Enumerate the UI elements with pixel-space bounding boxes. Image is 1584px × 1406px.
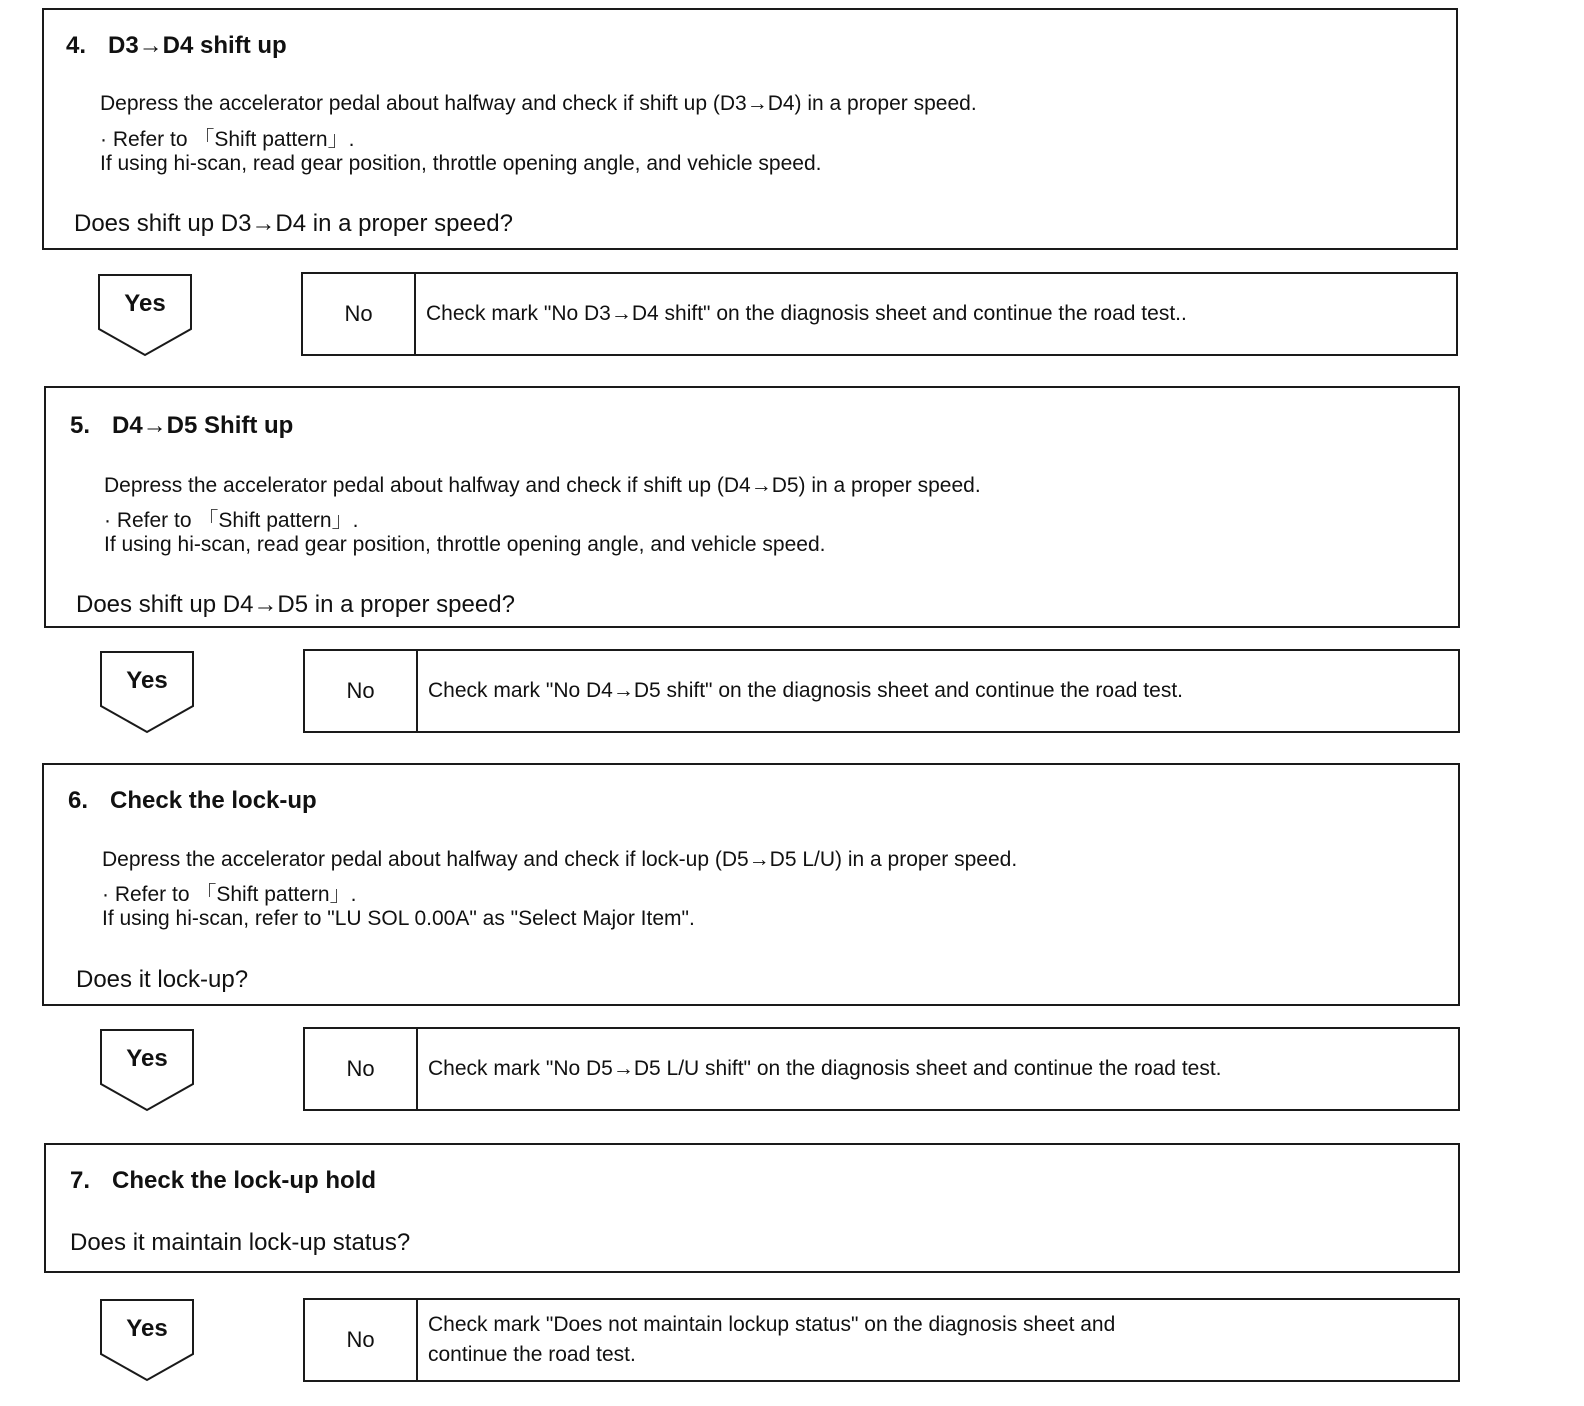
step-6-line-3: If using hi-scan, refer to "LU SOL 0.00A" as "Select Major Item". (102, 907, 695, 930)
step-6-number: 6. (68, 787, 89, 814)
step-4-line-3: If using hi-scan, read gear position, throttle opening angle, and vehicle speed. (100, 152, 822, 175)
step-7-no-message-line-1: Check mark "Does not maintain lockup status" on the diagnosis sheet and (428, 1313, 1116, 1336)
step-4-line-2: · Refer to 「Shift pattern」. (100, 128, 355, 151)
step-4-title (66, 32, 287, 60)
step-5-box (44, 386, 1460, 628)
step-7-yes-label: Yes (126, 1315, 168, 1342)
step-5-title-text: D4→D5 Shift up (112, 412, 294, 439)
step-4-no-box[interactable] (301, 272, 1458, 356)
step-5-question: Does shift up D4→D5 in a proper speed? (76, 591, 515, 618)
step-5-title (70, 412, 293, 440)
step-7-box (44, 1143, 1460, 1273)
step-7-no-message (418, 1300, 1125, 1380)
step-4-question: Does shift up D3→D4 in a proper speed? (74, 210, 513, 237)
step-6-question: Does it lock-up? (76, 966, 249, 993)
step-7-no-box[interactable] (303, 1298, 1460, 1382)
step-7-no-label: No (305, 1300, 418, 1380)
step-4-box (42, 8, 1458, 250)
step-4-number: 4. (66, 32, 87, 59)
step-5-line-3: If using hi-scan, read gear position, throttle opening angle, and vehicle speed. (104, 533, 826, 556)
step-4-title-text: D3→D4 shift up (108, 32, 287, 59)
step-5-no-message: Check mark "No D4→D5 shift" on the diagnosis sheet and continue the road test. (428, 679, 1183, 702)
step-7-yes-arrow[interactable] (100, 1299, 196, 1383)
step-7-title (70, 1167, 376, 1195)
step-5-line-1: Depress the accelerator pedal about halfway and check if shift up (D4→D5) in a proper speed. (104, 474, 981, 497)
step-7-title-text: Check the lock-up hold (112, 1167, 377, 1194)
step-5-no-box[interactable] (303, 649, 1460, 733)
step-6-no-message: Check mark "No D5→D5 L/U shift" on the diagnosis sheet and continue the road test. (428, 1057, 1222, 1080)
step-4-line-1: Depress the accelerator pedal about halfway and check if shift up (D3→D4) in a proper speed. (100, 92, 977, 115)
step-4-no-message: Check mark "No D3→D4 shift" on the diagnosis sheet and continue the road test.. (426, 302, 1187, 325)
step-5-line-2: · Refer to 「Shift pattern」. (104, 509, 359, 532)
step-6-line-1: Depress the accelerator pedal about halfway and check if lock-up (D5→D5 L/U) in a proper speed. (102, 848, 1018, 871)
step-7-question: Does it maintain lock-up status? (70, 1229, 411, 1256)
step-6-line-2: · Refer to 「Shift pattern」. (102, 883, 357, 906)
step-6-title-text: Check the lock-up (110, 787, 317, 814)
step-7-number: 7. (70, 1167, 91, 1194)
step-6-yes-label: Yes (126, 1045, 168, 1072)
step-6-yes-arrow[interactable] (100, 1029, 196, 1113)
step-5-yes-arrow[interactable] (100, 651, 196, 735)
step-4-no-label: No (303, 274, 416, 354)
step-6-title (68, 787, 317, 815)
step-4-yes-arrow[interactable] (98, 274, 194, 358)
step-5-yes-label: Yes (126, 667, 168, 694)
step-6-no-label: No (305, 1029, 418, 1109)
step-6-no-box[interactable] (303, 1027, 1460, 1111)
step-5-no-label: No (305, 651, 418, 731)
step-7-no-message-line-2: continue the road test. (428, 1343, 636, 1366)
step-6-box (42, 763, 1460, 1006)
step-4-yes-label: Yes (124, 290, 166, 317)
step-5-number: 5. (70, 412, 91, 439)
